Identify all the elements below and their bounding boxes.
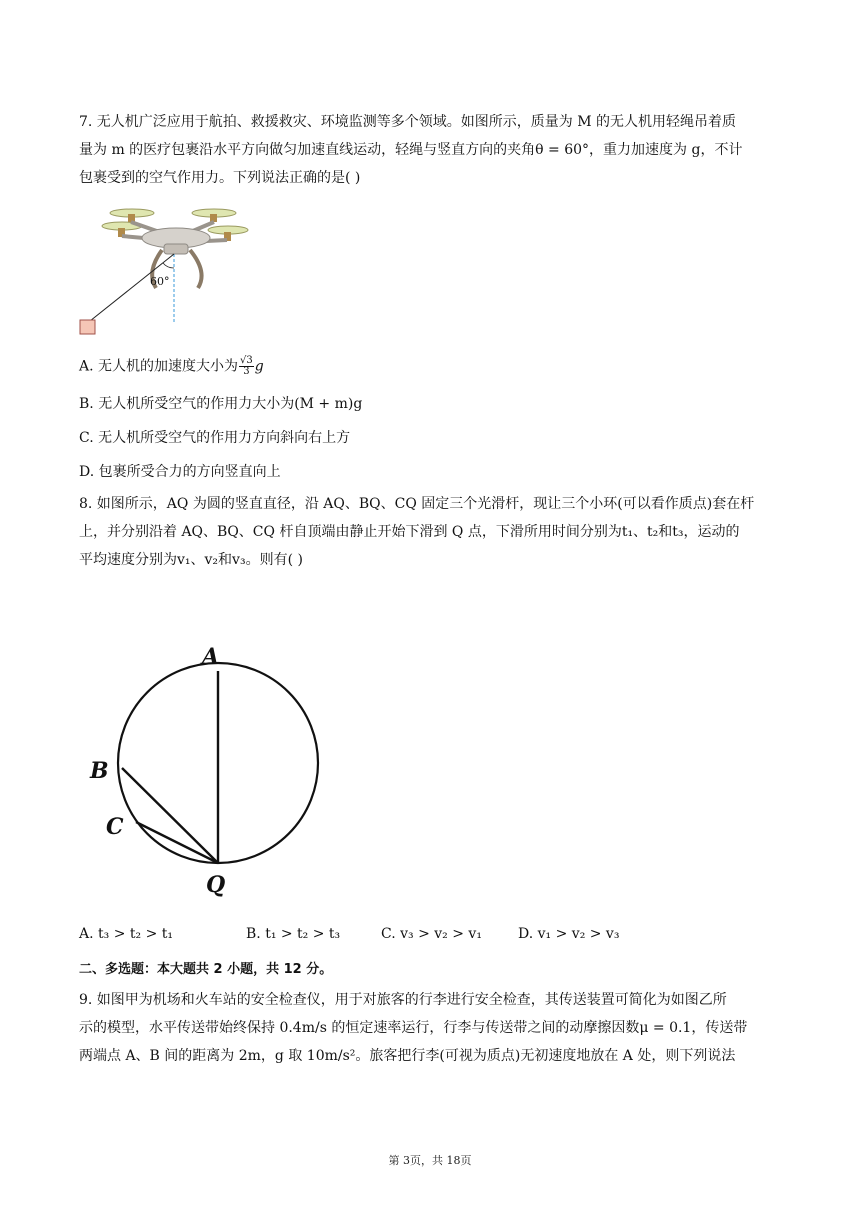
rod-bq: [122, 768, 218, 863]
q8-stem-line: 平均速度分别为v₁、v₂和v₃。则有( ): [79, 552, 303, 568]
q7-stem-line: 包裹受到的空气作用力。下列说法正确的是( ): [79, 170, 361, 186]
page-footer: 第 3页，共 18页: [388, 1154, 472, 1167]
q9-stem-line: 两端点 A、B 间的距离为 2m，g 取 10m/s²。旅客把行李(可视为质点)无初速度地放在 A 处，则下列说法: [79, 1048, 736, 1064]
q8-option-a: A. t₃ > t₂ > t₁: [79, 926, 173, 942]
q8-option-c: C. v₃ > v₂ > v₁: [381, 926, 482, 942]
q9-stem-line: 9. 如图甲为机场和火车站的安全检查仪，用于对旅客的行李进行安全检查，其传送装置可简化为如图乙所: [79, 992, 727, 1008]
point-q-label: Q: [206, 872, 226, 898]
q7-option-a-suffix: g: [254, 358, 264, 375]
q9-stem-line: 示的模型，水平传送带始终保持 0.4m/s 的恒定速率运行，行李与传送带之间的动摩擦因数μ = 0.1，传送带: [79, 1020, 748, 1036]
motor-icon: [210, 214, 217, 222]
question-9-stem: [79, 986, 784, 1070]
q7-option-d: D. 包裹所受合力的方向竖直向上: [79, 464, 281, 480]
drone-figure: [76, 202, 256, 342]
q8-option-d: D. v₁ > v₂ > v₃: [518, 926, 620, 942]
rod-cq: [136, 822, 218, 863]
q7-stem-line: 量为 m 的医疗包裹沿水平方向做匀加速直线运动，轻绳与竖直方向的夹角θ = 60°，重力加速度为 g，不计: [79, 142, 743, 158]
angle-label: 60°: [150, 275, 170, 288]
q8-option-b: B. t₁ > t₂ > t₃: [246, 926, 341, 942]
fraction: [239, 356, 254, 377]
q7-option-a: [79, 356, 264, 377]
q7-option-a-text: A. 无人机的加速度大小为: [79, 358, 239, 375]
fraction-denominator: 3: [243, 366, 250, 377]
question-7-stem: [79, 108, 784, 192]
q7-option-b: B. 无人机所受空气的作用力大小为(M + m)g: [79, 396, 363, 412]
question-8-stem: [79, 490, 784, 574]
package-box: [80, 320, 95, 334]
point-b-label: B: [90, 758, 109, 784]
point-c-label: C: [106, 814, 124, 840]
point-a-label: A: [202, 644, 220, 670]
section-heading: 二、多选题：本大题共 2 小题，共 12 分。: [79, 962, 333, 977]
circle-figure: [84, 636, 334, 898]
q7-option-c: C. 无人机所受空气的作用力方向斜向右上方: [79, 430, 351, 446]
q7-stem-line: 7. 无人机广泛应用于航拍、救援救灾、环境监测等多个领域。如图所示，质量为 M 的无人机用轻绳吊着质: [79, 114, 737, 130]
q8-stem-line: 8. 如图所示，AQ 为圆的竖直直径，沿 AQ、BQ、CQ 固定三个光滑杆，现让三个小环(可以看作质点)套在杆: [79, 496, 755, 512]
fraction-numerator: √3: [240, 355, 253, 366]
q8-stem-line: 上，并分别沿着 AQ、BQ、CQ 杆自顶端由静止开始下滑到 Q 点，下滑所用时间分别为t₁、t₂和t₃，运动的: [79, 524, 740, 540]
